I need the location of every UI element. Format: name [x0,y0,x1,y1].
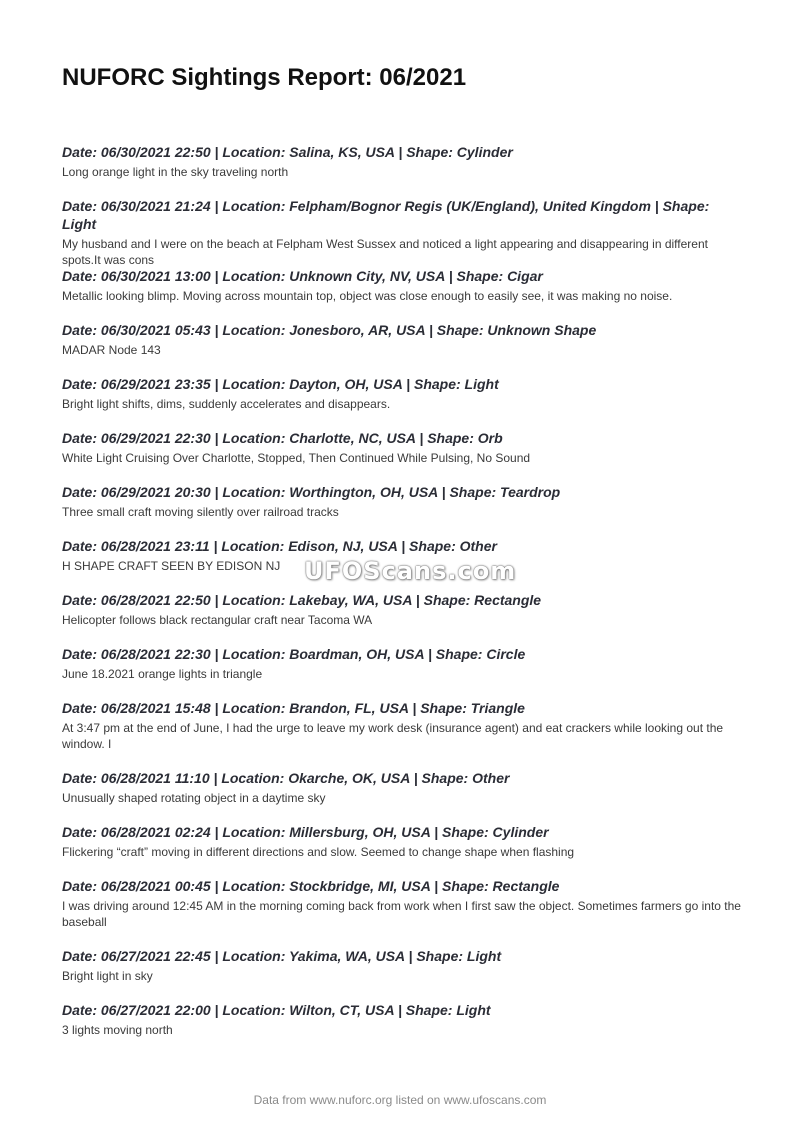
sighting-header: Date: 06/30/2021 21:24 | Location: Felpham/Bognor Regis (UK/England), United Kingdom | Shape: Light [62,198,710,232]
sighting-description: Three small craft moving silently over railroad tracks [62,505,339,519]
sighting-header: Date: 06/28/2021 00:45 | Location: Stockbridge, MI, USA | Shape: Rectangle [62,878,560,894]
sighting-description: Bright light in sky [62,969,153,983]
sighting-description: MADAR Node 143 [62,343,161,357]
sighting-description: Unusually shaped rotating object in a daytime sky [62,791,326,805]
sighting-description: 3 lights moving north [62,1023,173,1037]
sighting-description: Flickering “craft” moving in different directions and slow. Seemed to change shape when flashing [62,845,575,859]
sighting-entry [62,267,742,321]
watermark: UFOScans.com [304,557,517,585]
sighting-header: Date: 06/30/2021 13:00 | Location: Unknown City, NV, USA | Shape: Cigar [62,268,543,284]
sighting-entry [62,375,742,429]
sighting-entry [62,877,742,947]
sighting-entry [62,429,742,483]
sighting-description: White Light Cruising Over Charlotte, Stopped, Then Continued While Pulsing, No Sound [62,451,531,465]
sighting-description: I was driving around 12:45 AM in the morning coming back from work when I first saw the object. Sometimes farmers go into the baseball [62,899,741,929]
sighting-header: Date: 06/28/2021 22:30 | Location: Boardman, OH, USA | Shape: Circle [62,646,526,662]
sighting-header: Date: 06/29/2021 22:30 | Location: Charlotte, NC, USA | Shape: Orb [62,430,503,446]
sighting-header: Date: 06/28/2021 22:50 | Location: Lakebay, WA, USA | Shape: Rectangle [62,592,542,608]
sighting-description: My husband and I were on the beach at Felpham West Sussex and noticed a light appearing and disappearing in different spots.It was cons [62,237,708,267]
sighting-header: Date: 06/27/2021 22:45 | Location: Yakima, WA, USA | Shape: Light [62,948,502,964]
sighting-header: Date: 06/29/2021 20:30 | Location: Worthington, OH, USA | Shape: Teardrop [62,484,561,500]
sighting-header: Date: 06/29/2021 23:35 | Location: Dayton, OH, USA | Shape: Light [62,376,499,392]
sighting-description: Metallic looking blimp. Moving across mountain top, object was close enough to easily see, it was making no noise. [62,289,673,303]
footer-note: Data from www.nuforc.org listed on www.ufoscans.com [253,1093,547,1107]
sighting-description: Helicopter follows black rectangular craft near Tacoma WA [62,613,373,627]
sighting-header: Date: 06/28/2021 23:11 | Location: Edison, NJ, USA | Shape: Other [62,538,497,554]
sighting-description: H SHAPE CRAFT SEEN BY EDISON NJ [62,559,281,573]
sighting-entry [62,321,742,375]
sighting-description: At 3:47 pm at the end of June, I had the urge to leave my work desk (insurance agent) and eat crackers while looking out the window. I [62,721,724,751]
sighting-entry [62,645,742,699]
sighting-entry [62,591,742,645]
sighting-entry [62,947,742,1001]
sighting-header: Date: 06/28/2021 11:10 | Location: Okarche, OK, USA | Shape: Other [62,770,510,786]
sighting-entry [62,483,742,537]
sighting-entry [62,769,742,823]
sighting-header: Date: 06/27/2021 22:00 | Location: Wilton, CT, USA | Shape: Light [62,1002,491,1018]
sighting-entry [62,143,742,197]
sighting-entry [62,699,742,769]
sightings-list [62,143,742,1055]
sighting-header: Date: 06/28/2021 15:48 | Location: Brandon, FL, USA | Shape: Triangle [62,700,525,716]
sighting-entry [62,1001,742,1055]
sighting-entry [62,197,742,267]
sighting-header: Date: 06/28/2021 02:24 | Location: Millersburg, OH, USA | Shape: Cylinder [62,824,549,840]
sighting-description: June 18.2021 orange lights in triangle [62,667,263,681]
sighting-header: Date: 06/30/2021 22:50 | Location: Salina, KS, USA | Shape: Cylinder [62,144,513,160]
sighting-header: Date: 06/30/2021 05:43 | Location: Jonesboro, AR, USA | Shape: Unknown Shape [62,322,597,338]
sighting-description: Long orange light in the sky traveling north [62,165,289,179]
page-title: NUFORC Sightings Report: 06/2021 [62,64,467,91]
sighting-description: Bright light shifts, dims, suddenly accelerates and disappears. [62,397,391,411]
sighting-entry [62,823,742,877]
